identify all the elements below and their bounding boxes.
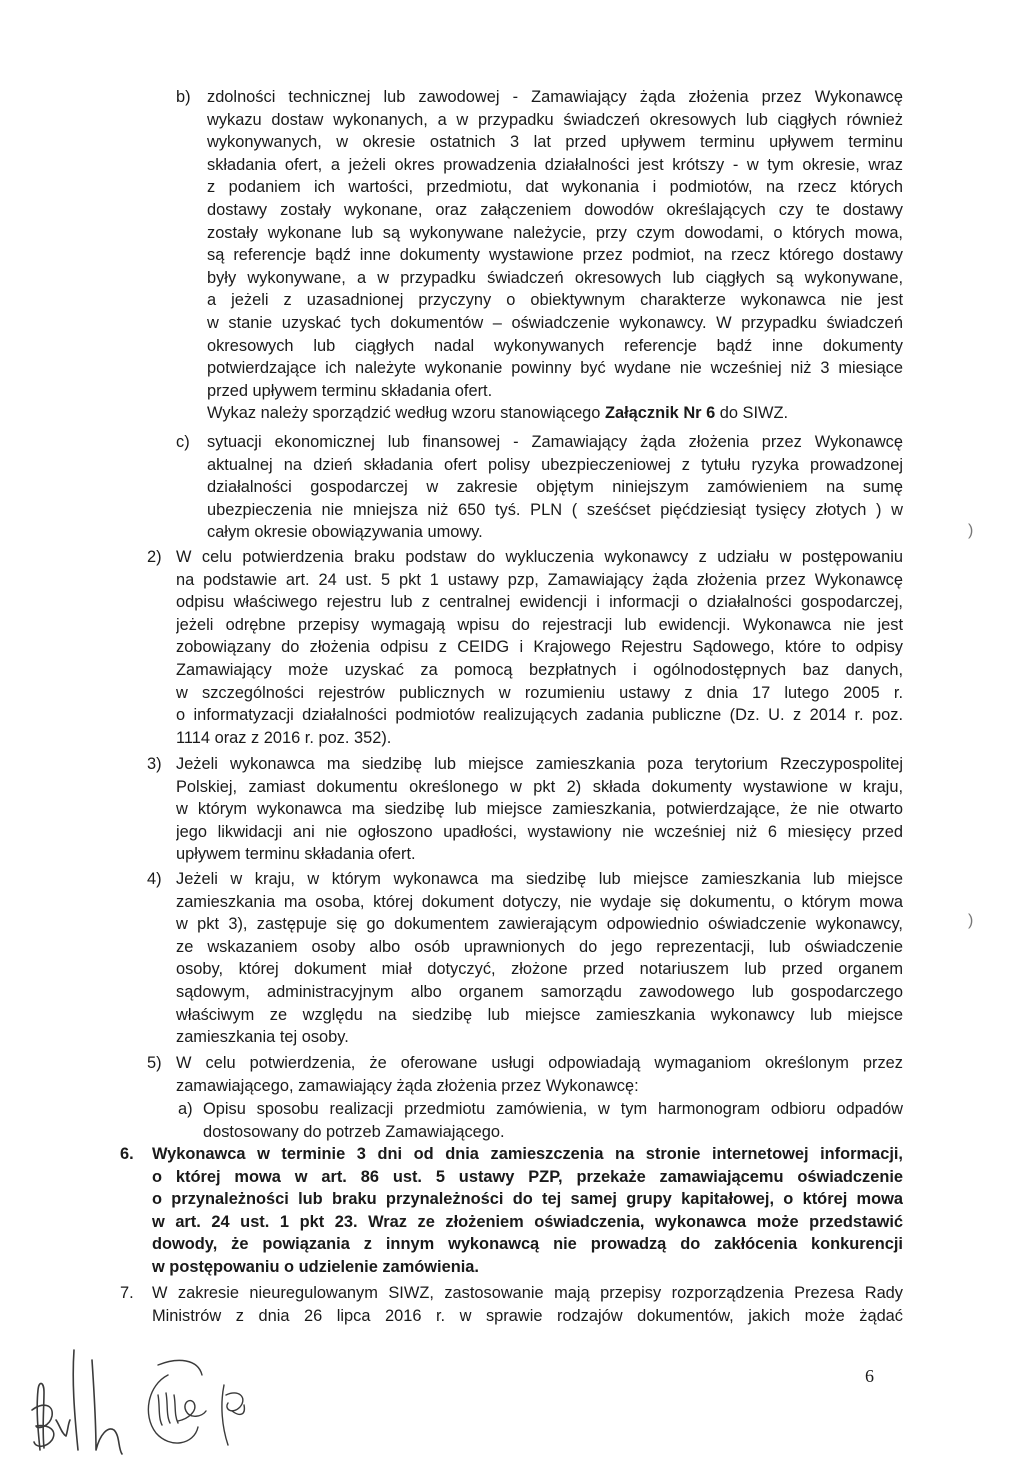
zalacznik-reference: Załącznik Nr 6: [604, 404, 716, 423]
item-b-line-9: były wykonywane, a w przypadku świadczeń okresowych lub ciągłych są wykonywane,: [207, 268, 903, 287]
item-2-line-5: zobowiązany do złożenia odpisu z CEIDG i Krajowego Rejestru Sądowego, które to odpisy: [176, 638, 903, 657]
item-5-line-2: zamawiającego, zamawiający żąda złożenia przez Wykonawcę:: [176, 1076, 639, 1095]
item-b-line-14: przed upływem terminu składania ofert.: [207, 381, 493, 400]
item-b-line-5: z podaniem ich wartości, przedmiotu, dat wykonania i podmiotów, na rzecz których: [207, 178, 903, 197]
item-b-line-8: są referencje bądź inne dokumenty wystawione przez podmiot, na rzecz którego dostawy: [207, 246, 903, 265]
item-b-line-7: zostały wykonane lub są wykonywane należycie, przy czym dowodami, o których mowa,: [207, 223, 903, 242]
item-6-line-4: w art. 24 ust. 1 pkt 23. Wraz ze złożeniem oświadczenia, wykonawca może przedstawić: [152, 1212, 903, 1231]
wykaz-suffix: do SIWZ.: [715, 404, 789, 423]
item-2-line-4: jeżeli odrębne przepisy wymagają wpisu do rejestracji lub ewidencji. Wykonawca nie jest: [176, 615, 903, 634]
item-6-line-6: w postępowaniu o udzielenie zamówienia.: [152, 1257, 479, 1276]
item-b-line-11: w stanie uzyskać tych dokumentów – oświadczenie wykonawcy. W przypadku świadczeń: [207, 313, 903, 332]
item-c-line-1: sytuacji ekonomicznej lub finansowej - Zamawiający żąda złożenia przez Wykonawcę: [207, 433, 903, 451]
item-c-line-3: działalności gospodarczej w zakresie objętym niniejszym zamówieniem na sumę: [207, 478, 903, 497]
item-6-line-2: o której mowa w art. 86 ust. 5 ustawy PZP, przekaże zamawiającemu oświadczenie: [152, 1167, 903, 1186]
item-label-2: 2): [147, 548, 162, 566]
wykaz-prefix: Wykaz należy sporządzić według wzoru stanowiącego: [207, 404, 605, 423]
item-c-text: [207, 431, 903, 544]
item-3-line-4: jego likwidacji ani nie ogłoszono upadłości, wystawiony nie wcześniej niż 6 miesięcy przed: [176, 822, 903, 841]
item-2-line-6: Zamawiający może uzyskać za pomocą bezpłatnych i ogólnodostępnych baz danych,: [176, 660, 903, 679]
item-2-line-9: 1114 oraz z 2016 r. poz. 352).: [176, 728, 392, 747]
item-6-text: [152, 1143, 903, 1279]
margin-mark: ): [968, 522, 974, 539]
item-b-line-2: wykazu dostaw wykonanych, a w przypadku świadczeń okresowych lub ciągłych również: [207, 110, 903, 129]
item-7-line-2: Ministrów z dnia 26 lipca 2016 r. w sprawie rodzajów dokumentów, jakich może żądać: [152, 1306, 903, 1325]
item-label-b: b): [176, 88, 191, 106]
item-7-text: [152, 1282, 903, 1327]
item-a-text: [203, 1098, 903, 1143]
signature-initials-icon: [22, 1330, 142, 1460]
item-2-line-3: odpisu właściwego rejestru lub z centralnej ewidencji i informacji o działalności gospodarczej,: [176, 593, 903, 612]
item-2-line-1: W celu potwierdzenia braku podstaw do wykluczenia wykonawcy z udziału w postępowaniu: [176, 548, 903, 566]
item-4-line-6: sądowym, administracyjnym albo organem samorządu zawodowego lub gospodarczego: [176, 982, 903, 1001]
item-4-line-7: właściwym ze względu na siedzibę lub miejsce zamieszkania wykonawcy lub miejsce: [176, 1005, 903, 1024]
item-7-line-1: W zakresie nieuregulowanym SIWZ, zastosowanie mają przepisy rozporządzenia Prezesa Rady: [152, 1284, 903, 1302]
item-3-text: [176, 753, 903, 866]
item-b-line-6: dostawy zostały wykonane, oraz załączeniem dowodów określających czy te dostawy: [207, 200, 903, 219]
item-2-line-8: o informatyzacji działalności podmiotów realizujących zadania publiczne (Dz. U. z 2014 r. poz.: [176, 706, 903, 725]
item-4-line-2: zamieszkania ma osoba, której dokument dotyczy, nie wydaje się dokumentu, o którym mowa: [176, 892, 903, 911]
item-label-7: 7.: [120, 1284, 134, 1302]
item-4-line-3: w pkt 3), zastępuje się go dokumentem zawierającym odpowiednio oświadczenie wykonawcy,: [176, 915, 903, 934]
item-3-line-2: Polskiej, zamiast dokumentu określonego w pkt 2) składa dokumenty wystawione w kraju,: [176, 777, 903, 796]
item-2-line-2: na podstawie art. 24 ust. 5 pkt 1 ustawy pzp, Zamawiający żąda złożenia przez Wykonawcę: [176, 570, 903, 589]
margin-mark: ): [968, 912, 974, 929]
item-c-line-4: ubezpieczenia nie mniejsza niż 650 tyś. PLN ( sześćset pięćdziesiąt tysięcy złotych ) w: [207, 500, 903, 519]
item-5-text: [176, 1052, 903, 1097]
item-label-4: 4): [147, 870, 162, 888]
signature-scribble-icon: [128, 1345, 268, 1455]
item-4-text: [176, 868, 903, 1049]
item-label-6: 6.: [120, 1145, 134, 1163]
item-label-a: a): [178, 1100, 193, 1118]
item-6-line-1: Wykonawca w terminie 3 dni od dnia zamieszczenia na stronie internetowej informacji,: [152, 1145, 903, 1163]
item-4-line-8: zamieszkania tej osoby.: [176, 1028, 349, 1047]
item-6-line-3: o przynależności lub braku przynależności do tej samej grupy kapitałowej, o której mowa: [152, 1190, 903, 1209]
item-3-line-1: Jeżeli wykonawca ma siedzibę lub miejsce zamieszkania poza terytorium Rzeczypospolitej: [176, 755, 903, 773]
item-c-line-5: całym okresie obowiązywania umowy.: [207, 523, 483, 542]
item-label-3: 3): [147, 755, 162, 773]
page-number: 6: [865, 1366, 874, 1386]
item-c-line-2: aktualnej na dzień składania ofert polisy ubezpieczeniowej z tytułu ryzyka prowadzonej: [207, 455, 903, 474]
item-5-line-1: W celu potwierdzenia, że oferowane usługi odpowiadają wymaganiom określonym przez: [176, 1054, 903, 1072]
item-3-line-5: upływem terminu składania ofert.: [176, 845, 416, 864]
item-4-line-4: ze wskazaniem osoby albo osób uprawnionych do jego reprezentacji, lub oświadczenie: [176, 937, 903, 956]
item-b-line-3: wykonywanych, w okresie ostatnich 3 lat przed upływem terminu upływem terminu: [207, 133, 903, 152]
item-4-line-5: osoby, której dokument miał dotyczyć, złożone przed notariuszem lub przed organem: [176, 960, 903, 979]
item-b-line-4: składania ofert, a jeżeli okres prowadzenia działalności jest krótszy - w tym okresie, wraz: [207, 155, 903, 174]
item-a-line-1: Opisu sposobu realizacji przedmiotu zamówienia, w tym harmonogram odbioru odpadów: [203, 1100, 903, 1118]
item-b-line-13: potwierdzające ich należyte wykonanie powinny być wydane nie wcześniej niż 3 miesiące: [207, 359, 903, 378]
item-4-line-1: Jeżeli w kraju, w którym wykonawca ma siedzibę lub miejsce zamieszkania lub miejsce: [176, 870, 903, 888]
item-2-line-7: w szczególności rejestrów publicznych w rozumieniu ustawy z dnia 17 lutego 2005 r.: [176, 683, 903, 702]
item-b-line-1: zdolności technicznej lub zawodowej - Zamawiający żąda złożenia przez Wykonawcę: [207, 88, 903, 106]
item-2-text: [176, 546, 903, 749]
item-b-text: [207, 86, 903, 425]
item-a-line-2: dostosowany do potrzeb Zamawiającego.: [203, 1122, 505, 1141]
item-b-line-12: okresowych lub ciągłych nadal wykonywanych referencje bądź inne dokumenty: [207, 336, 903, 355]
item-label-c: c): [176, 433, 190, 451]
wykaz-line: [207, 402, 903, 425]
item-b-line-10: a jeżeli z uzasadnionej przyczyny o obiektywnym charakterze wykonawca nie jest: [207, 291, 903, 310]
item-6-line-5: dowody, że powiązania z innym wykonawcą nie prowadzą do zakłócenia konkurencji: [152, 1235, 903, 1254]
item-label-5: 5): [147, 1054, 162, 1072]
item-3-line-3: w którym wykonawca ma siedzibę lub miejsce zamieszkania, potwierdzające, że nie otwarto: [176, 800, 903, 819]
